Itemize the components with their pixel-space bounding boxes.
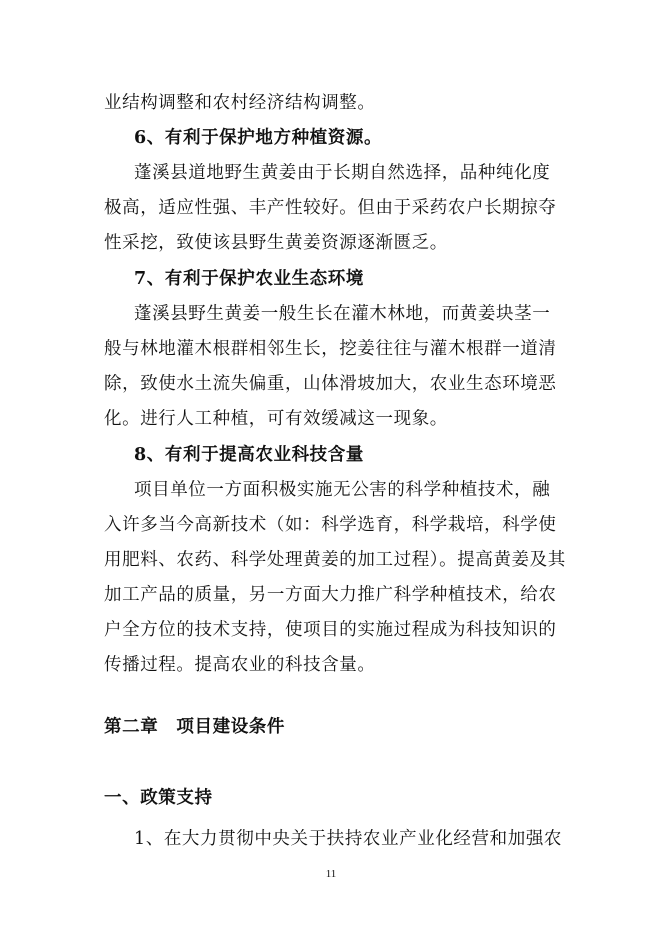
chapter-heading: 第二章 项目建设条件 (104, 717, 285, 737)
page-number: 11 (325, 868, 337, 880)
paragraph-line: 极高，适应性强、丰产性较好。但由于采药农户长期掠夺 (104, 198, 557, 218)
section-heading-7: 7、有利于保护农业生态环境 (134, 269, 364, 289)
paragraph-line: 用肥料、农药、科学处理黄姜的加工过程）。提高黄姜及其 (104, 550, 566, 570)
paragraph-line: 加工产品的质量，另一方面大力推广科学种植技术，给农 (104, 585, 557, 605)
paragraph-line: 性采挖，致使该县野生黄姜资源逐渐匮乏。 (104, 233, 448, 253)
paragraph-line: 业结构调整和农村经济结构调整。 (104, 93, 376, 113)
subsection-heading: 一、政策支持 (104, 788, 213, 808)
paragraph-line: 1、在大力贯彻中央关于扶持农业产业化经营和加强农 (134, 829, 563, 849)
paragraph-line: 入许多当今高新技术（如：科学选育，科学栽培，科学使 (104, 515, 557, 535)
paragraph-line: 项目单位一方面积极实施无公害的科学种植技术，融 (134, 480, 551, 500)
paragraph-line: 蓬溪县野生黄姜一般生长在灌木林地，而黄姜块茎一 (134, 304, 551, 324)
paragraph-line: 传播过程。提高农业的科技含量。 (104, 655, 376, 675)
paragraph-line: 户全方位的技术支持，使项目的实施过程成为科技知识的 (104, 620, 557, 640)
paragraph-line: 般与林地灌木根群相邻生长，挖姜往往与灌木根群一道清 (104, 339, 557, 359)
paragraph-line: 化。进行人工种植，可有效缓减这一现象。 (104, 409, 448, 429)
section-heading-8: 8、有利于提高农业科技含量 (134, 445, 364, 465)
paragraph-line: 蓬溪县道地野生黄姜由于长期自然选择，品种纯化度 (134, 163, 551, 183)
section-heading-6: 6、有利于保护地方种植资源。 (134, 128, 383, 148)
paragraph-line: 除，致使水土流失偏重，山体滑坡加大，农业生态环境恶 (104, 374, 557, 394)
